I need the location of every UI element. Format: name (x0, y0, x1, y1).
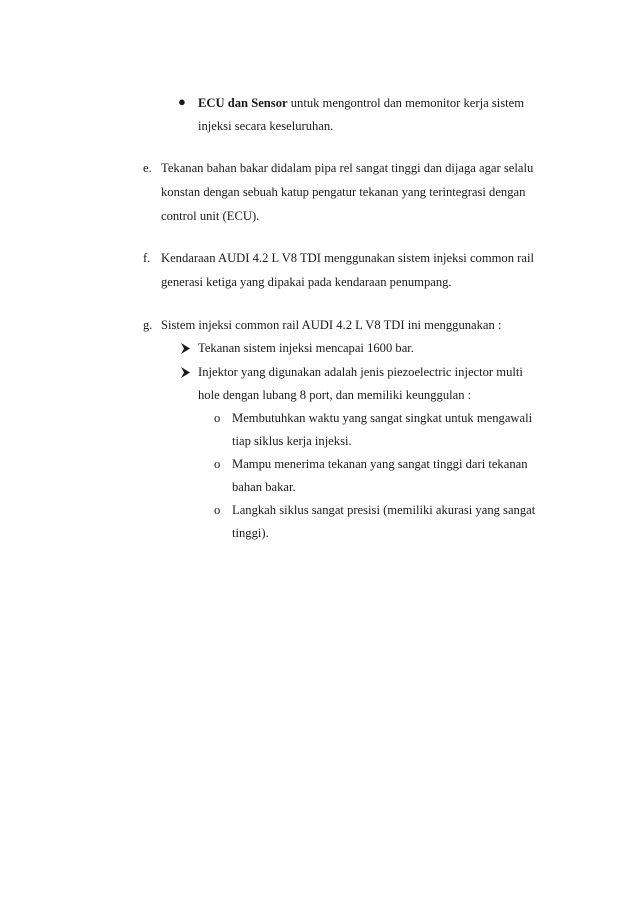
g-sub-2-line-1: Injektor yang digunakan adalah jenis piezoelectric injector multi (198, 365, 523, 379)
o-item-3-line-2: tinggi). (232, 526, 269, 540)
ecu-bold-term: ECU dan Sensor (198, 96, 288, 110)
o-item-1-line-2: tiap siklus kerja injeksi. (232, 434, 352, 448)
item-g-marker: g. (143, 318, 153, 332)
item-g-line-1: Sistem injeksi common rail AUDI 4.2 L V8 TDI ini menggunakan : (161, 318, 502, 332)
o-marker-2: o (214, 457, 221, 471)
o-item-2-line-2: bahan bakar. (232, 480, 296, 494)
g-sub-2-line-2: hole dengan lubang 8 port, dan memiliki keunggulan : (198, 388, 472, 402)
g-sub-1-line-1: Tekanan sistem injeksi mencapai 1600 bar. (198, 341, 414, 355)
item-e-line-2: konstan dengan sebuah katup pengatur tekanan yang terintegrasi dengan (161, 185, 526, 199)
bullet-dot-icon: ● (178, 94, 186, 109)
item-f-marker: f. (143, 251, 151, 265)
item-e-line-3: control unit (ECU). (161, 209, 260, 223)
arrow-bullet-icon (180, 343, 191, 354)
item-f-line-2: generasi ketiga yang dipakai pada kendaraan penumpang. (161, 275, 452, 289)
o-marker-3: o (214, 503, 221, 517)
ecu-line-1 (198, 95, 524, 111)
o-item-2-line-1: Mampu menerima tekanan yang sangat tinggi dari tekanan (232, 457, 528, 471)
item-e-line-1: Tekanan bahan bakar didalam pipa rel sangat tinggi dan dijaga agar selalu (161, 161, 534, 175)
item-f-line-1: Kendaraan AUDI 4.2 L V8 TDI menggunakan sistem injeksi common rail (161, 251, 534, 265)
ecu-line-2: injeksi secara keseluruhan. (198, 119, 334, 133)
o-item-1-line-1: Membutuhkan waktu yang sangat singkat untuk mengawali (232, 411, 533, 425)
o-item-3-line-1: Langkah siklus sangat presisi (memiliki akurasi yang sangat (232, 503, 536, 517)
o-marker-1: o (214, 411, 221, 425)
arrow-bullet-icon (180, 367, 191, 378)
item-e-marker: e. (143, 161, 152, 175)
ecu-text: untuk mengontrol dan memonitor kerja sistem (287, 96, 525, 110)
